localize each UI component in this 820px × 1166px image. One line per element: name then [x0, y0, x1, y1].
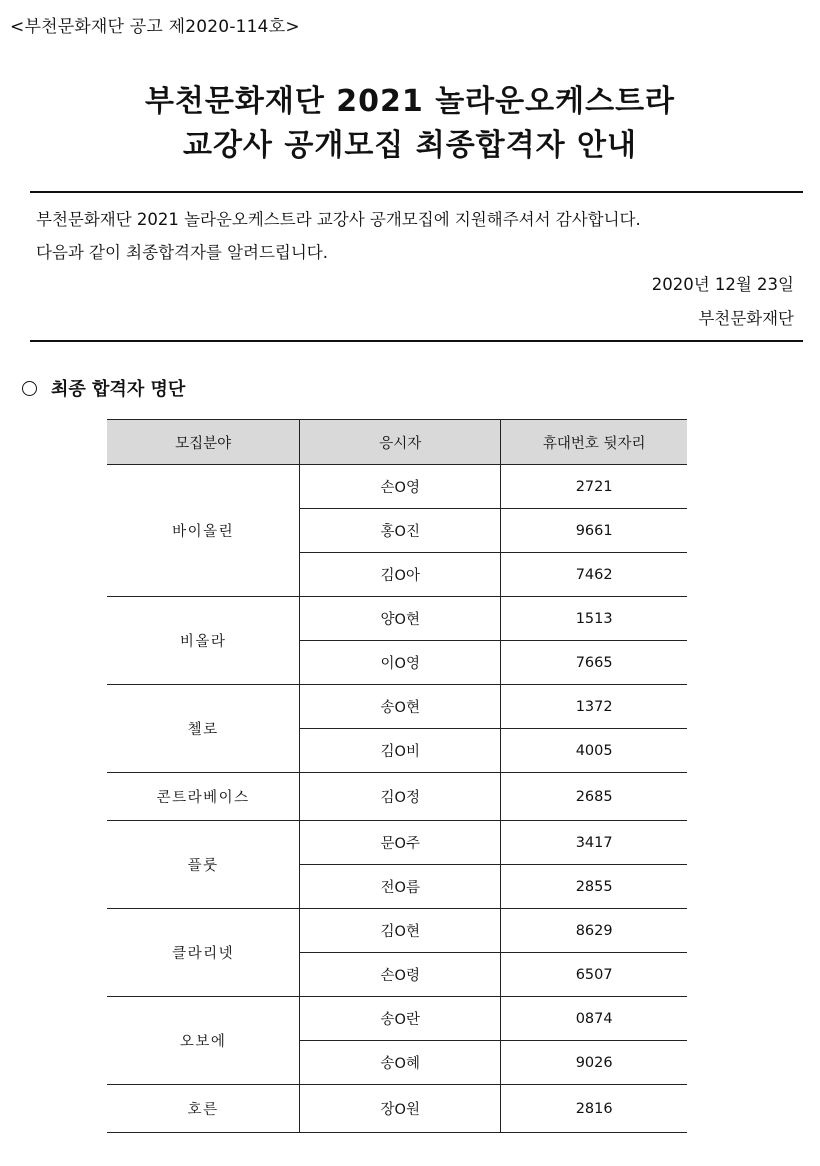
applicant-cell: 손O영 [300, 465, 501, 509]
applicant-cell: 김O비 [300, 729, 501, 773]
applicant-cell: 송O현 [300, 685, 501, 729]
applicant-cell: 김O현 [300, 909, 501, 953]
field-cell: 바이올린 [107, 465, 300, 597]
organization-name: 부천문화재단 [698, 309, 794, 328]
phone-cell: 2685 [501, 773, 687, 821]
table-row [107, 465, 687, 509]
intro-text-line2: 다음과 같이 최종합격자를 알려드립니다. [36, 243, 328, 262]
bottom-divider [30, 340, 803, 342]
applicant-cell: 이O영 [300, 641, 501, 685]
field-cell: 콘트라베이스 [107, 773, 300, 821]
applicant-cell: 양O현 [300, 597, 501, 641]
phone-cell: 2816 [501, 1085, 687, 1133]
phone-cell: 4005 [501, 729, 687, 773]
phone-cell: 2721 [501, 465, 687, 509]
section-title: 최종 합격자 명단 [51, 379, 186, 400]
phone-cell: 2855 [501, 865, 687, 909]
table-row [107, 909, 687, 953]
section-heading [22, 375, 185, 401]
table-header-row [107, 420, 687, 465]
applicant-cell: 문O주 [300, 821, 501, 865]
applicant-cell: 송O혜 [300, 1041, 501, 1085]
top-divider [30, 191, 803, 193]
applicant-cell: 김O정 [300, 773, 501, 821]
applicant-cell: 전O름 [300, 865, 501, 909]
header-applicant: 응시자 [300, 420, 501, 465]
table-row [107, 773, 687, 821]
table-row [107, 597, 687, 641]
circle-bullet-icon [22, 381, 37, 396]
phone-cell: 7665 [501, 641, 687, 685]
applicant-cell: 송O란 [300, 997, 501, 1041]
field-cell: 비올라 [107, 597, 300, 685]
table-row [107, 821, 687, 865]
applicant-cell: 홍O진 [300, 509, 501, 553]
phone-cell: 8629 [501, 909, 687, 953]
notice-number: <부천문화재단 공고 제2020-114호> [10, 17, 300, 37]
phone-cell: 3417 [501, 821, 687, 865]
applicant-cell: 손O령 [300, 953, 501, 997]
field-cell: 오보에 [107, 997, 300, 1085]
phone-cell: 1513 [501, 597, 687, 641]
phone-cell: 7462 [501, 553, 687, 597]
intro-text-line1: 부천문화재단 2021 놀라운오케스트라 교강사 공개모집에 지원해주셔서 감사합니다. [36, 210, 641, 229]
header-phone: 휴대번호 뒷자리 [501, 420, 687, 465]
phone-cell: 9026 [501, 1041, 687, 1085]
phone-cell: 9661 [501, 509, 687, 553]
field-cell: 호른 [107, 1085, 300, 1133]
field-cell: 플룻 [107, 821, 300, 909]
applicant-cell: 장O원 [300, 1085, 501, 1133]
finalist-table [107, 419, 687, 1133]
table-row [107, 997, 687, 1041]
header-field: 모집분야 [107, 420, 300, 465]
phone-cell: 0874 [501, 997, 687, 1041]
page-title-line1: 부천문화재단 2021 놀라운오케스트라 [144, 84, 676, 119]
phone-cell: 1372 [501, 685, 687, 729]
field-cell: 클라리넷 [107, 909, 300, 997]
field-cell: 첼로 [107, 685, 300, 773]
table-row [107, 685, 687, 729]
phone-cell: 6507 [501, 953, 687, 997]
applicant-cell: 김O아 [300, 553, 501, 597]
page-title-line2: 교강사 공개모집 최종합격자 안내 [182, 128, 638, 163]
notice-date: 2020년 12월 23일 [651, 275, 794, 294]
table-row [107, 1085, 687, 1133]
